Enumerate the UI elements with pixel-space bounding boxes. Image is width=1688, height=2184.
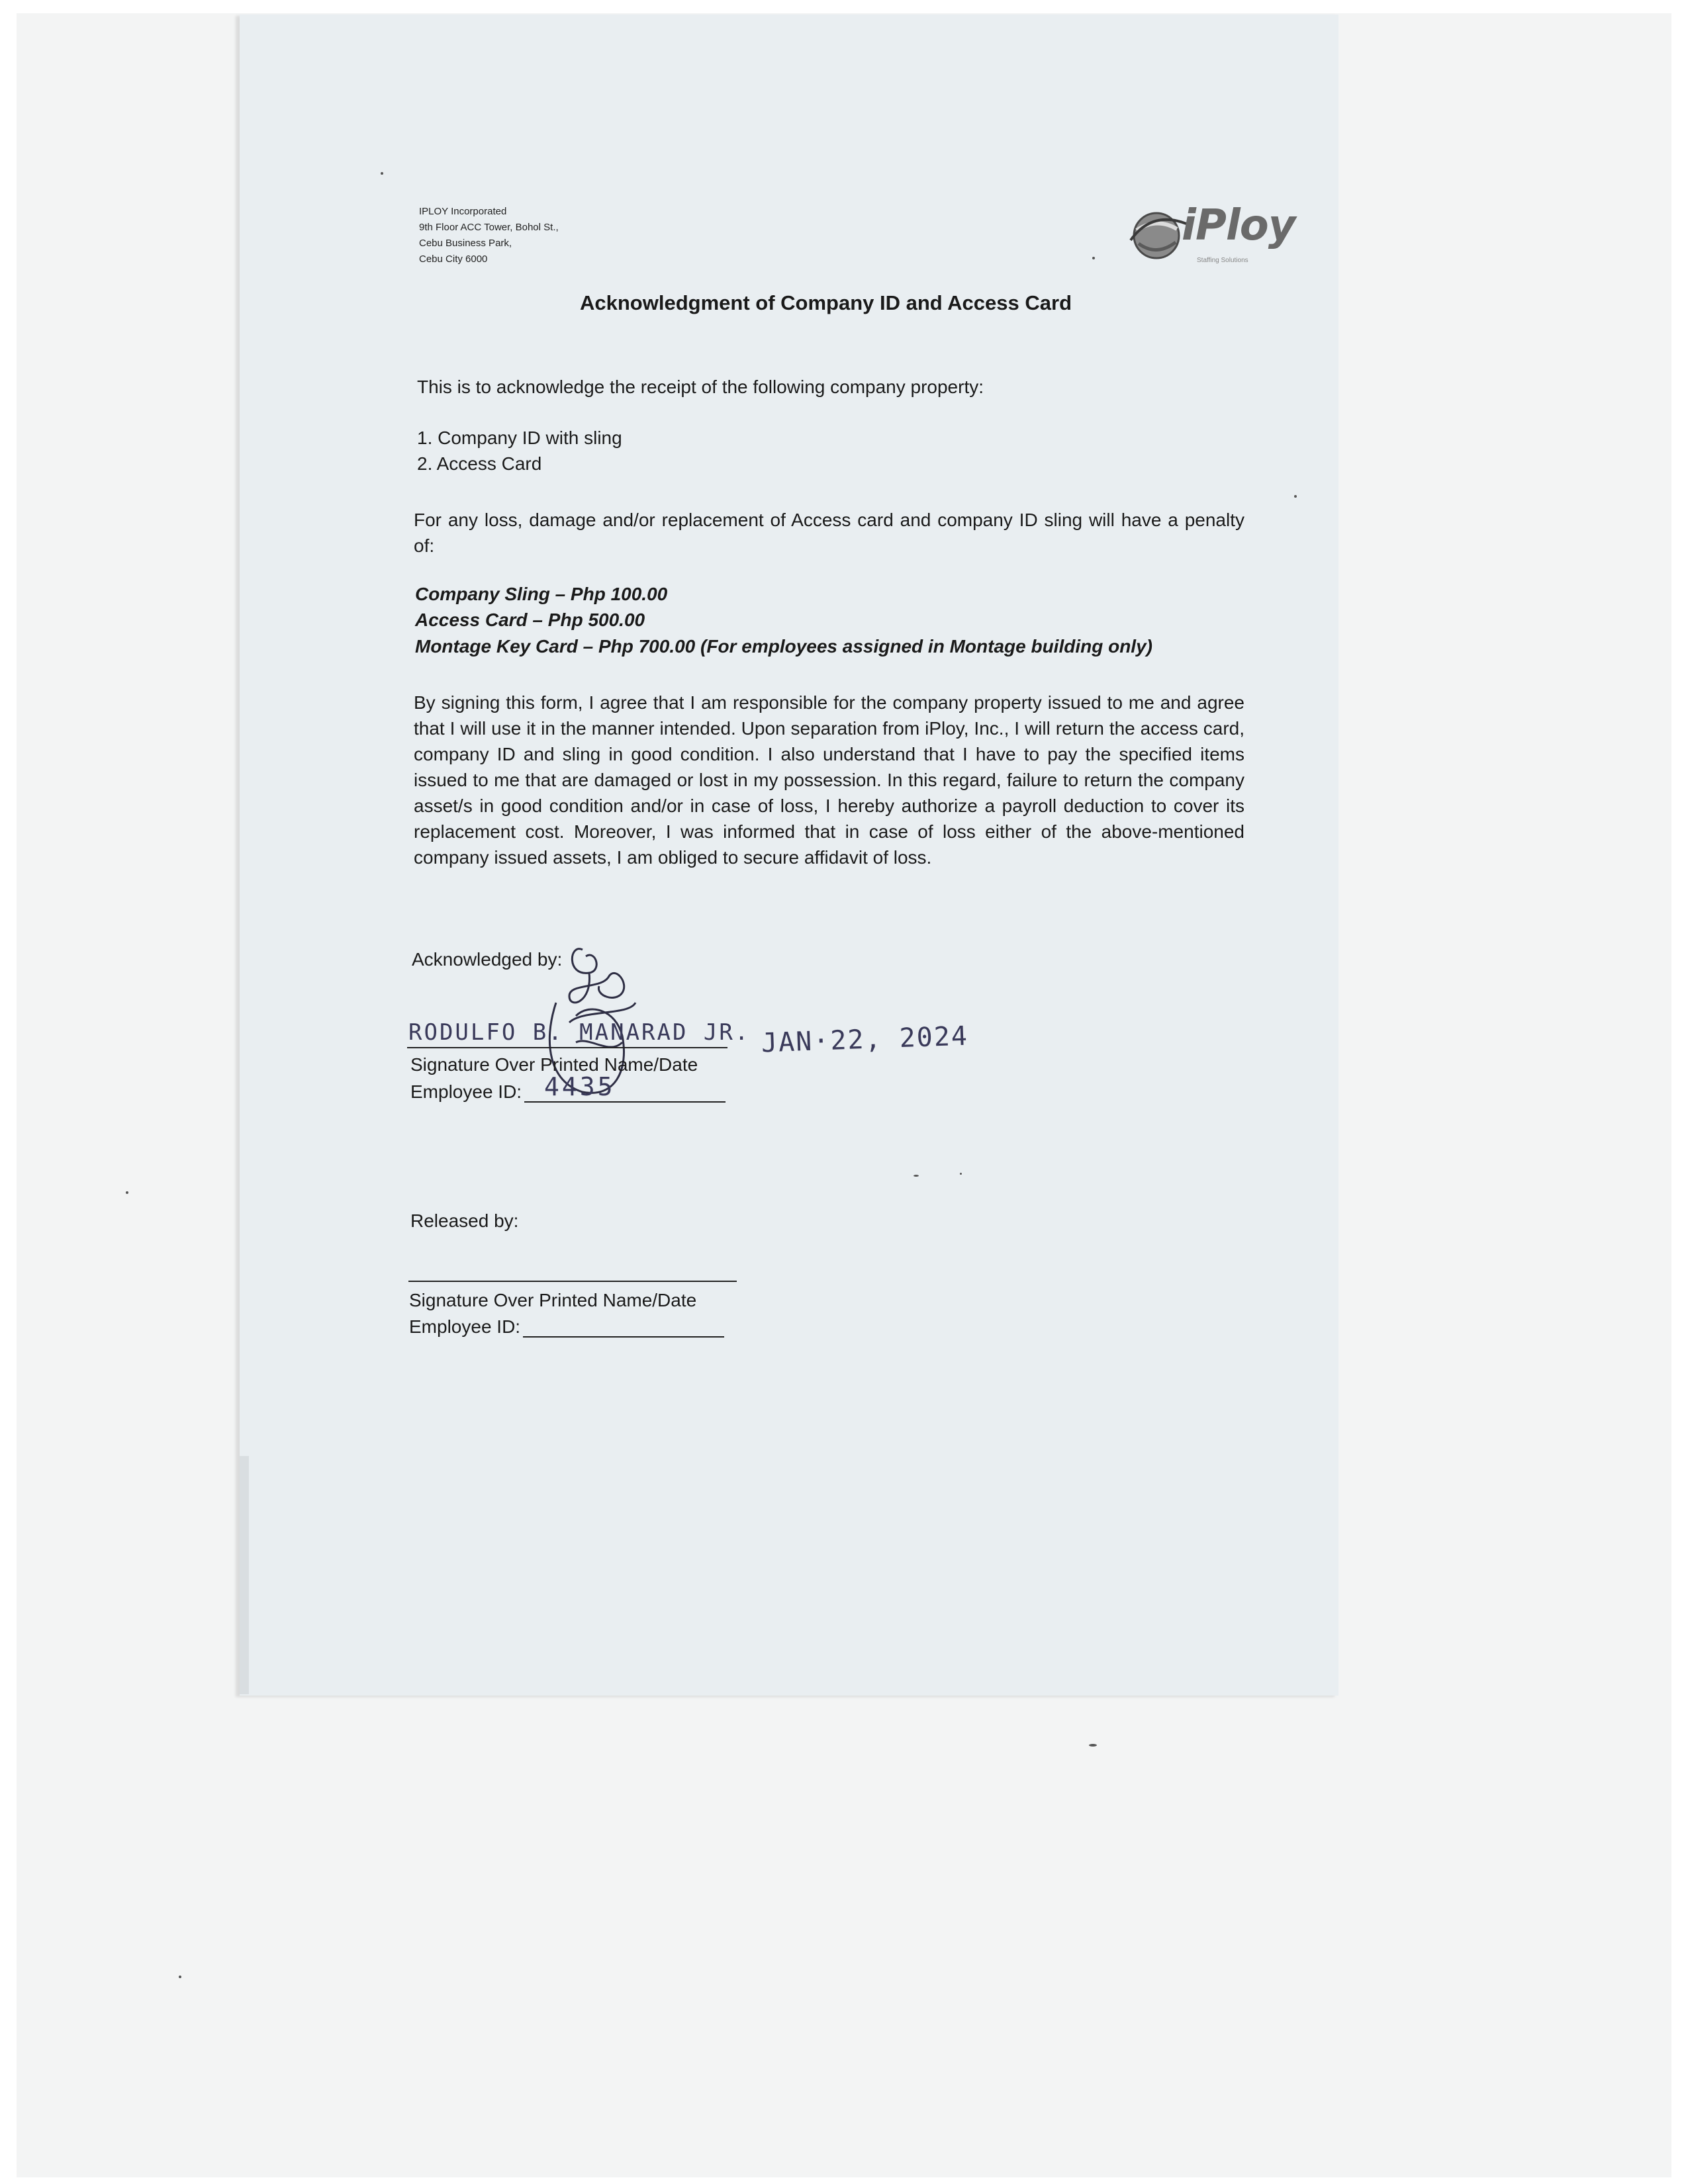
scan-speck xyxy=(914,1175,919,1177)
intro-text: This is to acknowledge the receipt of the following company property: xyxy=(417,377,984,397)
scan-speck xyxy=(126,1191,128,1194)
acknowledged-employee-id-label: Employee ID: xyxy=(410,1081,522,1102)
released-employee-id-label: Employee ID: xyxy=(409,1316,521,1337)
penalty-item: Company Sling – Php 100.00 xyxy=(415,584,668,604)
released-employee-id-line xyxy=(523,1336,724,1338)
terms-paragraph: By signing this form, I agree that I am responsible for the company property issued to me and agree that I will use it in the manner intended. Upon separation from iPloy, Inc., I will return the access card, company ID and sling in good condition. I also understand that I have to pay the specified items issued to me that are damaged or lost in my possession. In this regard, failure to return the company asset/s in good condition and/or in case of loss, I hereby authorize a payroll deduction to cover its replacement cost. Moreover, I was informed that in case of loss either of the above-mentioned company issued assets, I am obliged to secure affidavit of loss. xyxy=(414,692,1244,868)
handwritten-date: JAN·22, 2024 xyxy=(761,1021,969,1059)
globe-icon xyxy=(1125,204,1188,267)
scan-speck xyxy=(1092,257,1095,259)
property-item: 1. Company ID with sling xyxy=(417,428,622,448)
logo-wordmark: iPloy xyxy=(1182,201,1295,250)
released-label: Released by: xyxy=(410,1210,519,1231)
scan-speck xyxy=(381,172,383,175)
address-line: IPLOY Incorporated xyxy=(419,206,507,217)
address-line: Cebu City 6000 xyxy=(419,253,488,265)
property-item: 2. Access Card xyxy=(417,453,542,474)
address-line: 9th Floor ACC Tower, Bohol St., xyxy=(419,222,559,233)
acknowledged-signature-line xyxy=(407,1047,727,1048)
handwritten-employee-id: 4435 xyxy=(544,1072,616,1101)
released-signature-caption: Signature Over Printed Name/Date xyxy=(409,1290,697,1310)
document-title: Acknowledgment of Company ID and Access Card xyxy=(580,291,1072,314)
penalty-text: For any loss, damage and/or replacement of Access card and company ID sling will have a penalty of: xyxy=(414,510,1244,556)
acknowledged-employee-id-line xyxy=(524,1101,726,1103)
acknowledged-signature-caption: Signature Over Printed Name/Date xyxy=(410,1054,698,1075)
scan-speck xyxy=(1089,1744,1097,1747)
penalty-item: Montage Key Card – Php 700.00 (For employees assigned in Montage building only) xyxy=(415,636,1152,657)
acknowledged-label: Acknowledged by: xyxy=(412,949,563,970)
paper-edge xyxy=(240,1456,249,1694)
scan-speck xyxy=(960,1173,962,1175)
address-line: Cebu Business Park, xyxy=(419,238,512,249)
handwritten-printed-name: RODULFO B. MANARAD JR. xyxy=(408,1019,751,1046)
penalty-item: Access Card – Php 500.00 xyxy=(415,610,645,630)
logo-tagline: Staffing Solutions xyxy=(1197,257,1248,264)
scan-speck xyxy=(1294,495,1297,498)
scan-speck xyxy=(179,1976,181,1978)
company-logo xyxy=(1125,199,1297,271)
company-address xyxy=(419,204,559,267)
released-signature-line xyxy=(408,1281,737,1282)
